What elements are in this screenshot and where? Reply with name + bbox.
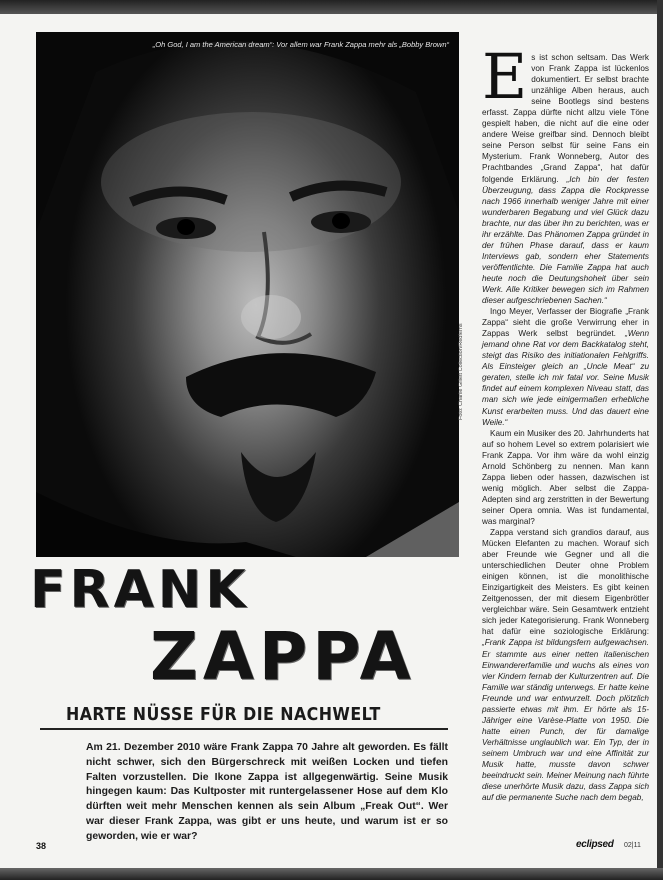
- body-text: Ingo Meyer, Verfasser der Biografie „Frank Zappa“ sieht die große Verwirrung eher in Zappas Werk selbst begründet.: [482, 307, 649, 339]
- drop-cap: E: [482, 40, 528, 113]
- page-edge-right: [657, 0, 663, 880]
- body-paragraph-2: [482, 306, 649, 428]
- body-quote: „Wenn jemand ohne Rat vor dem Backkatalog steht, steigt das Risiko des initiationalen Fehlgriffs. Als Einsteiger gleich an „Uncle Meat“ zu geraten, stelle ich mir fatal vor. Seine Musik findet auf einem komplexen Niveau statt, das man sich wie jede einigermaßen erhebliche Kunst erarbeiten muss. Und das dauert eine Weile.“: [482, 329, 649, 427]
- body-paragraph-1: [482, 40, 649, 306]
- page-number: 38: [36, 841, 47, 851]
- photo-credit: Foto: Charlie Gillett Collection/Redferns: [458, 323, 464, 420]
- photo-caption: „Oh God, I am the American dream“: Vor allem war Frank Zappa mehr als „Bobby Brown“: [152, 40, 449, 49]
- subtitle: HARTE NÜSSE FÜR DIE NACHWELT: [66, 704, 381, 725]
- headline-zappa: ZAPPA: [150, 618, 416, 695]
- body-text: Zappa verstand sich grandios darauf, aus Mücken Elefanten zu machen. Worauf sich aber Freunde wie Gegner und all die unterschiedlichen Deuter ohne Problem einigen können, ist die monolithische Einzigartigkeit des Meisters. Es gibt keinen Zeitgenossen, der mit diesem Eigenbrötler vergleichbar wäre. Sein Gesamtwerk entzieht sich jeder Kategorisierung. Frank Wonneberg hat dafür eine soziologische Erklärung:: [482, 528, 649, 637]
- body-text: s ist schon seltsam. Das Werk von Frank Zappa ist lückenlos dokumentiert. Er selbst brachte unzählige Alben heraus, auch seine Bootlegs sind bestens erfasst. Zappa dürfte nicht allzu viele Töne gespielt haben, die nicht auf die eine oder andere Weise greifbar sind. Dennoch bleibt seine Person selbst für seine Fans ein Mysterium. Frank Wonneberg, Autor des Prachtbandes „Grand Zappa“, hat dafür folgende Erklärung.: [482, 53, 649, 184]
- portrait-illustration: [36, 32, 459, 557]
- article-body: [482, 40, 649, 803]
- body-paragraph-3: Kaum ein Musiker des 20. Jahrhunderts hat auf so hohem Level so extrem polarisiert wie Frank Zappa. Vor ihm wäre da wohl einzig Arnold Schönberg zu nennen. Man kann Zappa lieben oder hassen, dazwischen ist wenig möglich. Aber selbst die Zappa-Adepten sind arg zerstritten in der Bewertung seiner Opera omnia. Was ist fundamental, was marginal?: [482, 428, 649, 526]
- body-quote: „Frank Zappa ist bildungsfern aufgewachsen. Er stammte aus einer netten italienischen Einwandererfamilie und wuchs als eines von vier Kindern fernab der Kulturzentren auf. Die Familie war ständig unterwegs. Er hatte keine Freunde und war entwurzelt. Doch plötzlich passierte etwas mit ihm. Er hörte als 15-Jähriger eine Varèse-Platte von 1950. Die hatte einen Punch, der für damalige Verhältnisse unglaublich war. Ein Typ, der in seinem Umbruch war und eine Affinität zur Musik hatte, musste davon schwer beeindruckt sein. Meiner Meinung nach führte diese unerhörte Musik dazu, dass Zappa sich auf die permanente Suche nach dem begab,: [482, 638, 649, 803]
- headline-frank: FRANK: [30, 560, 250, 620]
- page-edge-bottom: [0, 868, 663, 880]
- subtitle-underline: [40, 728, 448, 730]
- body-paragraph-4: [482, 527, 649, 803]
- issue-number: 02|11: [624, 842, 641, 849]
- magazine-logo: eclipsed: [576, 839, 614, 850]
- lead-paragraph: Am 21. Dezember 2010 wäre Frank Zappa 70 Jahre alt geworden. Es fällt nicht schwer, sich den Bürgerschreck mit weißen Locken und tiefen Falten vorzustellen. Die Ikone Zappa ist allgegenwärtig. Seine Musik hingegen kaum: Das Kultposter mit runtergelassener Hose auf dem Klo dürften weit mehr Menschen kennen als sein Album „Freak Out“. Wer war dieser Frank Zappa, was gibt er uns heute, und warum ist er so geworden, wie er war?: [86, 742, 448, 842]
- portrait-photo: [36, 32, 459, 557]
- body-quote: „Ich bin der festen Überzeugung, dass Zappa die Rockpresse nach 1966 innerhalb weniger Jahre mit einer wunderbaren Begabung und viel Glück dazu brachte, nur das über ihn zu berichten, was er ihr erzählte. Das Phänomen Zappa gründet in der frühen Phase darauf, dass er kaum Interviews gab, sondern eher Statements veröffentlichte. Die Familie Zappa hat auch heute noch die Deutungshoheit über sein Werk. Alle Kritiker bewegen sich im Rahmen dieser aufgeschriebenen Sachen.“: [482, 174, 649, 306]
- page-edge-top: [0, 0, 663, 14]
